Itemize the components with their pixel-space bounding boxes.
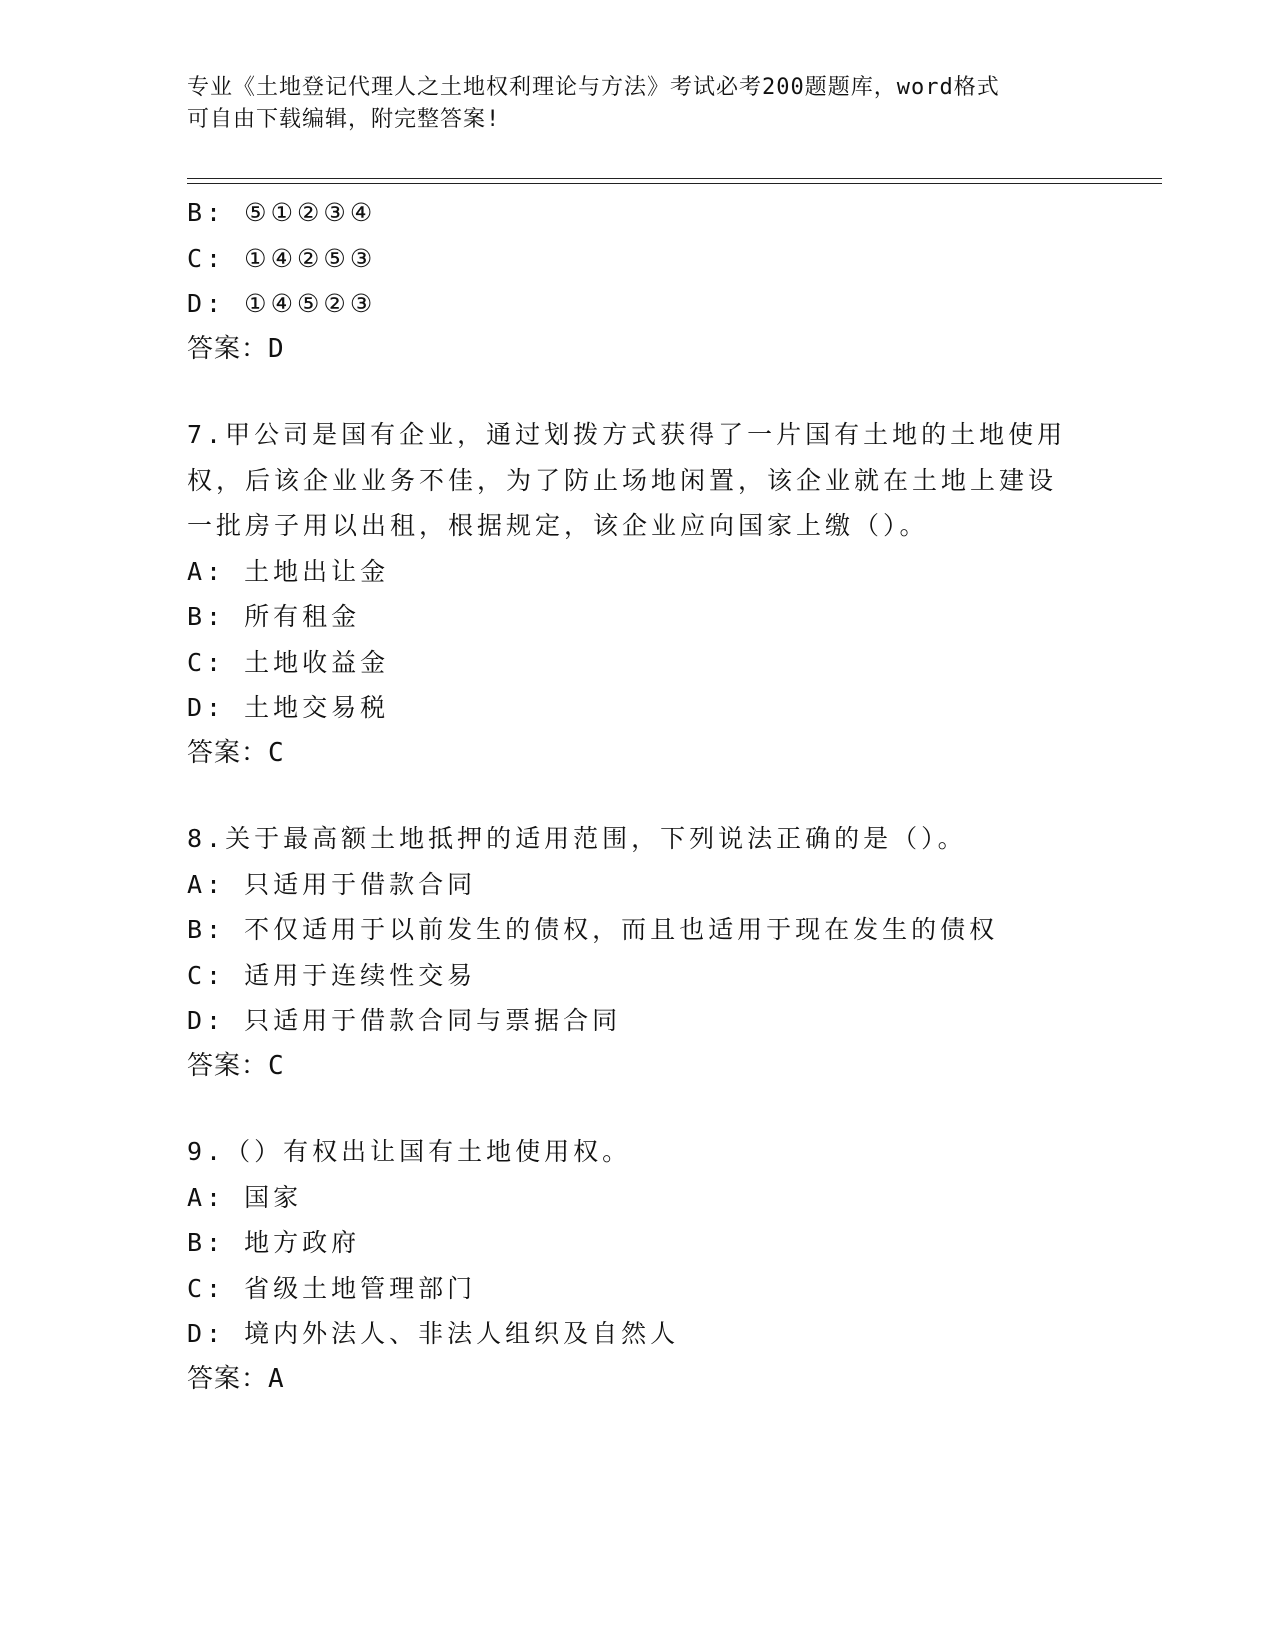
option-a xyxy=(187,862,1087,908)
option-b xyxy=(187,1220,1087,1266)
option-key: D: xyxy=(187,693,226,722)
question-stem-line: 权，后该企业业务不佳，为了防止场地闲置，该企业就在土地上建设 xyxy=(187,465,1058,495)
answer-line: 答案：D xyxy=(187,333,285,364)
option-b xyxy=(187,907,1087,953)
option-c xyxy=(187,953,1087,999)
option-text: 省级土地管理部门 xyxy=(244,1273,477,1303)
header-double-rule xyxy=(187,178,1162,184)
option-text: ①④②⑤③ xyxy=(244,243,377,273)
option-key: C: xyxy=(187,243,226,273)
option-b xyxy=(187,190,1087,236)
option-b xyxy=(187,594,1087,640)
option-key: B: xyxy=(187,1228,226,1257)
option-text: 土地收益金 xyxy=(244,647,390,677)
option-key: A: xyxy=(187,1182,226,1212)
option-key: D: xyxy=(187,289,226,318)
question-gap xyxy=(187,372,1087,412)
option-text: 境内外法人、非法人组织及自然人 xyxy=(244,1319,680,1348)
question-8 xyxy=(187,816,1087,1089)
option-text: 所有租金 xyxy=(244,602,361,631)
page-header xyxy=(187,72,1087,136)
question-9 xyxy=(187,1129,1087,1402)
option-d xyxy=(187,281,1087,327)
option-text: ⑤①②③④ xyxy=(244,198,377,227)
header-title-line-1: 专业《土地登记代理人之土地权利理论与方法》考试必考200题题库，word格式 xyxy=(187,75,1000,100)
option-text: 只适用于借款合同 xyxy=(244,869,477,899)
option-text: 国家 xyxy=(244,1182,303,1212)
answer-line: 答案：C xyxy=(187,737,285,768)
option-key: B: xyxy=(187,198,226,227)
option-text: 土地出让金 xyxy=(244,556,390,586)
option-text: 只适用于借款合同与票据合同 xyxy=(244,1006,622,1035)
option-text: ①④⑤②③ xyxy=(244,289,377,318)
option-key: A: xyxy=(187,869,226,899)
option-c xyxy=(187,640,1087,686)
question-7 xyxy=(187,412,1087,776)
option-d xyxy=(187,998,1087,1044)
option-key: C: xyxy=(187,647,226,677)
question-stem-line: 一批房子用以出租，根据规定，该企业应向国家上缴（）。 xyxy=(187,511,929,540)
option-key: D: xyxy=(187,1319,226,1348)
option-c xyxy=(187,1266,1087,1312)
option-key: A: xyxy=(187,556,226,586)
question-6-tail xyxy=(187,190,1087,372)
option-text: 土地交易税 xyxy=(244,693,390,722)
option-key: B: xyxy=(187,915,226,944)
answer-line: 答案：A xyxy=(187,1363,285,1394)
question-gap xyxy=(187,1089,1087,1129)
option-text: 地方政府 xyxy=(244,1228,361,1257)
option-key: B: xyxy=(187,602,226,631)
option-d xyxy=(187,685,1087,731)
question-list xyxy=(187,190,1087,1402)
option-key: D: xyxy=(187,1006,226,1035)
option-a xyxy=(187,1175,1087,1221)
question-stem-line: 7.甲公司是国有企业，通过划拨方式获得了一片国有土地的土地使用 xyxy=(187,420,1067,449)
option-d xyxy=(187,1311,1087,1357)
option-key: C: xyxy=(187,1273,226,1303)
option-text: 适用于连续性交易 xyxy=(244,960,477,990)
option-text: 不仅适用于以前发生的债权，而且也适用于现在发生的债权 xyxy=(244,915,999,944)
option-key: C: xyxy=(187,960,226,990)
option-a xyxy=(187,549,1087,595)
header-title-line-2: 可自由下载编辑，附完整答案! xyxy=(187,107,501,132)
answer-line: 答案：C xyxy=(187,1050,285,1081)
question-stem-line: 9.（）有权出让国有土地使用权。 xyxy=(187,1137,632,1166)
option-c xyxy=(187,236,1087,282)
question-gap xyxy=(187,776,1087,816)
question-stem-line: 8.关于最高额土地抵押的适用范围，下列说法正确的是（）。 xyxy=(187,824,967,853)
